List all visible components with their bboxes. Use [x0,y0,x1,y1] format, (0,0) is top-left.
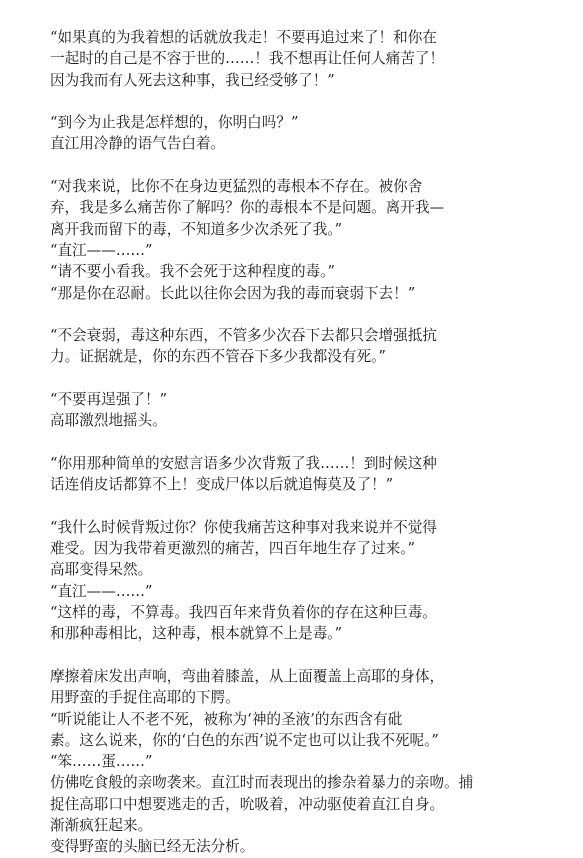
text-line: 和那种毒相比，这种毒，根本就算不上是毒。” [50,625,343,643]
text-line: 离开我而留下的毒，不知道多少次杀死了我。” [50,220,343,238]
text-line: 高耶激烈地摇头。 [50,412,167,430]
paragraph-gap [50,304,563,325]
paragraph [50,389,563,432]
paragraph [50,666,563,858]
text-line: 话连俏皮话都算不上！变成尸体以后就追悔莫及了！” [50,476,394,494]
text-line: “这样的毒，不算毒。我四百年来背负着你的存在这种巨毒。 [50,604,437,622]
text-line: “那是你在忍耐。长此以往你会因为我的毒而衰弱下去！” [50,284,416,302]
paragraph [50,453,563,496]
text-line: 捉住高耶口中想要逃走的舌，吮吸着，冲动驱使着直江自身。 [50,795,445,813]
paragraph [50,517,563,645]
text-line: “笨……蛋……” [50,753,153,771]
text-line: 素。这么说来，你的‘白色的东西’说不定也可以让我不死呢。” [50,731,439,749]
text-line: 力。证据就是，你的东西不管吞下多少我都没有死。” [50,348,386,366]
text-line: “对我来说，比你不在身边更猛烈的毒根本不存在。被你舍 [50,178,423,196]
text-line: 变得野蛮的头脑已经无法分析。 [50,838,255,856]
paragraph [50,176,563,304]
text-line: 一起时的自己是不容于世的……！我不想再让任何人痛苦了！ [50,50,445,68]
text-line: “如果真的为我着想的话就放我走！不要再追过来了！和你在 [50,29,437,46]
text-line: “直江——……” [50,241,153,259]
text-line: “不会衰弱，毒这种东西，不管多少次吞下去都只会增强抵抗 [50,327,437,345]
paragraph [50,27,563,91]
text-line: “听说能让人不老不死，被称为‘神的圣液’的东西含有砒 [50,710,403,728]
paragraph-gap [50,91,563,112]
text-line: “你用那种简单的安慰言语多少次背叛了我……！到时候这种 [50,454,437,472]
paragraph-gap [50,368,563,389]
paragraph [50,325,563,368]
text-line: 用野蛮的手捉住高耶的下腭。 [50,689,240,707]
text-line: 因为我而有人死去这种事，我已经受够了！” [50,71,335,89]
text-line: 高耶变得呆然。 [50,561,153,579]
paragraph-gap [50,645,563,666]
text-line: 仿佛吃食般的亲吻袭来。直江时而表现出的掺杂着暴力的亲吻。捕 [50,774,474,792]
text-line: “请不要小看我。我不会死于这种程度的毒。” [50,263,335,281]
paragraph [50,112,563,155]
paragraph-gap [50,496,563,517]
text-line: 直江用冷静的语气告白着。 [50,135,226,153]
text-line: “直江——……” [50,582,153,600]
text-line: “不要再逞强了！” [50,391,168,409]
paragraph-gap [50,155,563,176]
paragraph-gap [50,432,563,453]
text-line: 难受。因为我带着更激烈的痛苦，四百年地生存了过来。” [50,540,416,558]
text-line: “到今为止我是怎样想的，你明白吗？” [50,114,299,132]
text-line: 弃，我是多么痛苦你了解吗？你的毒根本不是问题。离开我— [50,199,445,217]
text-line: 摩擦着床发出声响，弯曲着膝盖，从上面覆盖上高耶的身体， [50,667,445,685]
text-line: “我什么时候背叛过你？你使我痛苦这种事对我来说并不觉得 [50,518,437,536]
text-line: 渐渐疯狂起来。 [50,816,153,834]
